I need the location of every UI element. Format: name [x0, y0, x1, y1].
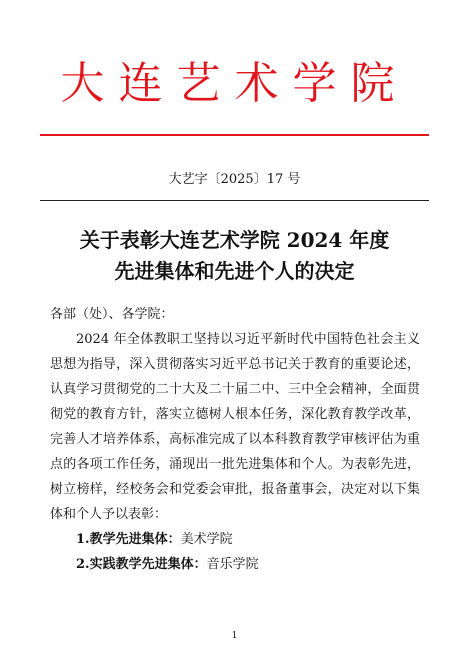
award-item-label: 1.教学先进集体： — [76, 532, 181, 547]
award-item-label: 2.实践教学先进集体： — [76, 557, 207, 572]
document-title — [0, 225, 469, 287]
award-item — [50, 552, 420, 577]
document-number: 大艺字〔2025〕17 号 — [168, 172, 301, 187]
body-paragraph: 2024 年全体教职工坚持以习近平新时代中国特色社会主义思想为指导，深入贯彻落实习近平总书记关于教育的重要论述，认真学习贯彻党的二十大及二十届二中、三中全会精神，全面贯彻党的教育方针，落实立德树人根本任务，深化教育教学改革，完善人才培养体系，高标准完成了以本科教育教学审核评估为重点的各项工作任务，涌现出一批先进集体和个人。为表彰先进，树立榜样，经校务会和党委会审批，报备董事会，决定对以下集体和个人予以表彰： — [50, 332, 420, 522]
award-item — [50, 527, 420, 552]
black-divider — [40, 200, 429, 201]
document-body — [50, 302, 420, 577]
award-item-value: 音乐学院 — [206, 557, 259, 572]
title-line-1: 关于表彰大连艺术学院 2024 年度 — [79, 228, 390, 252]
red-divider — [40, 134, 429, 136]
title-line-2: 先进集体和先进个人的决定 — [114, 259, 355, 283]
institution-header: 大连艺术学院 — [60, 58, 409, 109]
page-number: 1 — [231, 631, 238, 641]
salutation: 各部（处）、各学院： — [50, 307, 174, 322]
award-item-value: 美术学院 — [180, 532, 233, 547]
